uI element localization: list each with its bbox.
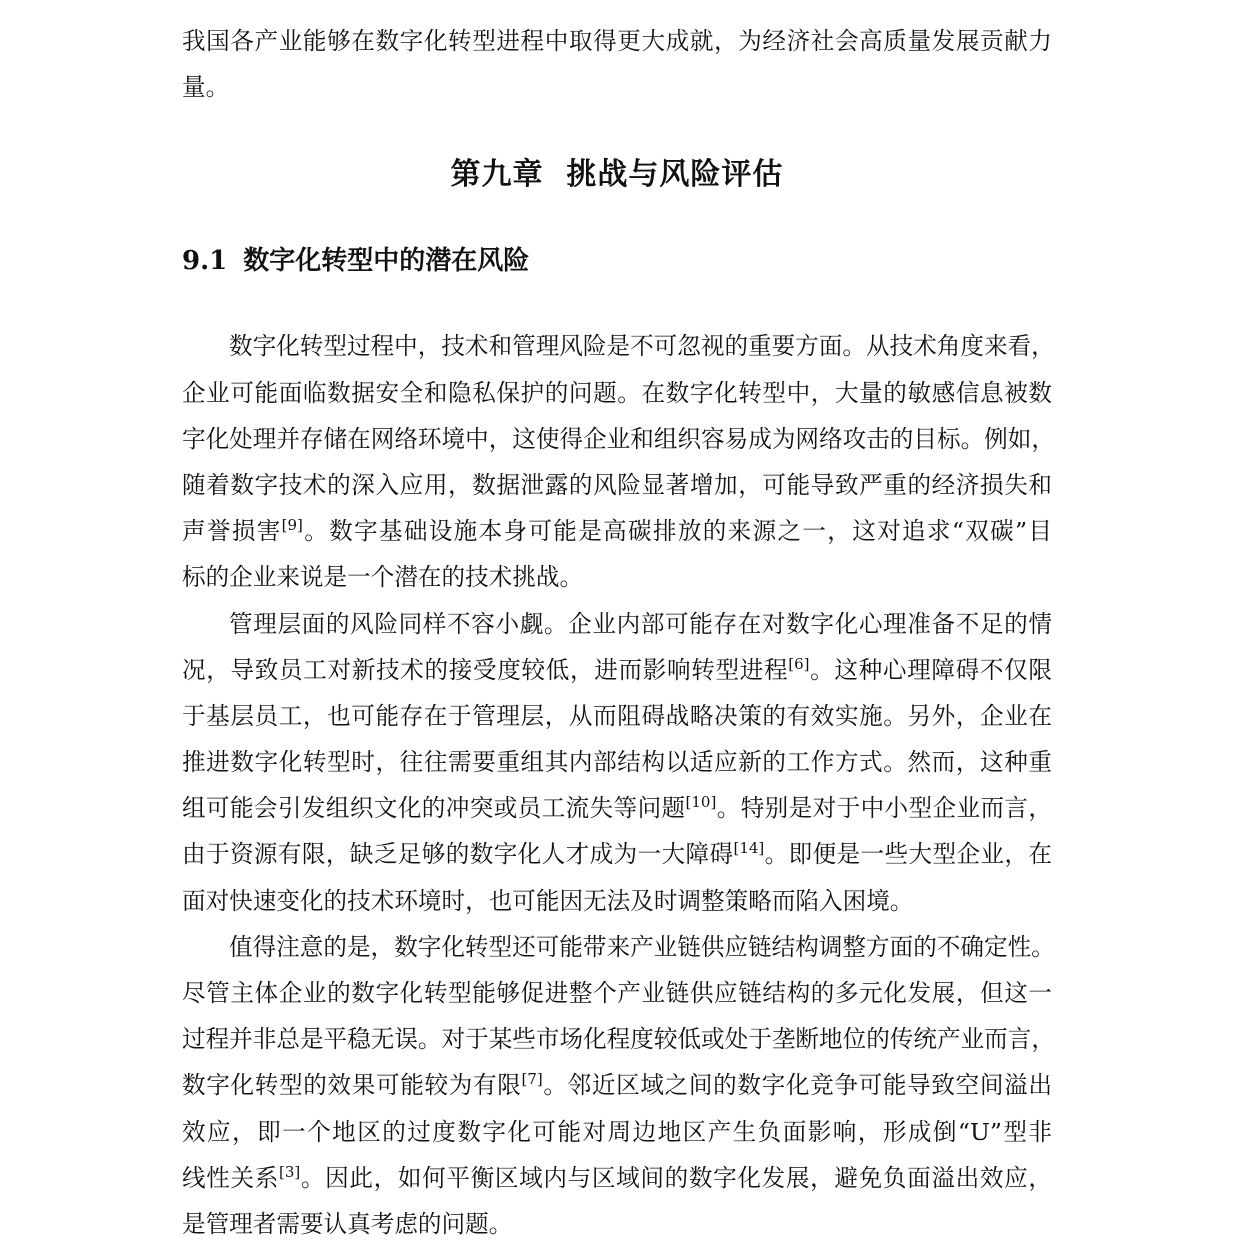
text-line — [182, 831, 1052, 877]
line-text: 由于资源有限，缺乏足够的数字化人才成为一大障碍 — [182, 840, 734, 869]
text-line: 尽管主体企业的数字化转型能够促进整个产业链供应链结构的多元化发展，但这一 — [182, 979, 1052, 1007]
text-line — [182, 785, 1052, 831]
chapter-title — [182, 152, 1052, 198]
text-line: 管理层面的风险同样不容小觑。企业内部可能存在对数字化心理准备不足的情 — [229, 609, 1052, 638]
text-line: 是管理者需要认真考虑的问题。 — [182, 1209, 513, 1238]
line-text: 。这种心理障碍不仅限 — [809, 655, 1052, 684]
section-number: 9.1 — [182, 246, 228, 277]
citation-reference: [7] — [521, 1070, 543, 1089]
text-line: 过程并非总是平稳无误。对于某些市场化程度较低或处于垄断地位的传统产业而言， — [182, 1025, 1055, 1054]
body-text — [182, 323, 1055, 1247]
section-heading — [182, 238, 1052, 284]
text-line: 我国各产业能够在数字化转型进程中取得更大成就，为经济社会高质量发展贡献力 — [182, 27, 1052, 55]
line-text: 。数字基础设施本身可能是高碳排放的来源之一，这对追求“双碳”目 — [302, 517, 1053, 546]
text-line: 面对快速变化的技术环境时，也可能因无法及时调整策略而陷入困境。 — [182, 886, 914, 915]
intro-paragraph — [182, 18, 1052, 110]
text-line: 值得注意的是，数字化转型还可能带来产业链供应链结构调整方面的不确定性。 — [229, 932, 1055, 961]
text-line: 推进数字化转型时，往往需要重组其内部结构以适应新的工作方式。然而，这种重 — [182, 748, 1052, 777]
citation-reference: [3] — [279, 1162, 301, 1181]
text-line: 于基层员工，也可能存在于管理层，从而阻碍战略决策的有效实施。另外，企业在 — [182, 701, 1052, 730]
paragraph — [182, 323, 1055, 600]
text-line — [182, 1155, 1052, 1201]
line-text: 。特别是对于中小型企业而言， — [716, 794, 1053, 823]
citation-reference: [6] — [788, 654, 810, 673]
document-page — [182, 18, 1055, 1247]
line-text: 。即便是一些大型企业，在 — [764, 840, 1053, 869]
line-text: 数字化转型的效果可能较为有限 — [182, 1071, 522, 1100]
text-line: 效应，即一个地区的过度数字化可能对周边地区产生负面影响，形成倒“U”型非 — [182, 1117, 1052, 1146]
citation-reference: [10] — [685, 793, 717, 812]
text-line: 企业可能面临数据安全和隐私保护的问题。在数字化转型中，大量的敏感信息被数 — [182, 378, 1052, 407]
paragraph — [182, 924, 1055, 1247]
line-text: 。因此，如何平衡区域内与区域间的数字化发展，避免负面溢出效应， — [300, 1163, 1052, 1192]
text-line — [182, 508, 1052, 554]
line-text: 组可能会引发组织文化的冲突或员工流失等问题 — [182, 794, 686, 823]
text-line: 量。 — [182, 73, 230, 102]
citation-reference: [14] — [733, 839, 765, 858]
line-text: 线性关系 — [182, 1163, 279, 1192]
text-line — [182, 647, 1052, 693]
text-line: 随着数字技术的深入应用，数据泄露的风险显著增加，可能导致严重的经济损失和 — [182, 470, 1052, 499]
citation-reference: [9] — [281, 516, 303, 535]
section-title-text: 数字化转型中的潜在风险 — [243, 246, 530, 277]
paragraph — [182, 601, 1052, 924]
line-text: 况，导致员工对新技术的接受度较低，进而影响转型进程 — [182, 655, 789, 684]
text-line: 字化处理并存储在网络环境中，这使得企业和组织容易成为网络攻击的目标。例如， — [182, 424, 1055, 453]
text-line: 数字化转型过程中，技术和管理风险是不可忽视的重要方面。从技术角度来看， — [229, 332, 1055, 361]
chapter-title-text: 第九章 挑战与风险评估 — [450, 157, 784, 193]
line-text: 。邻近区域之间的数字化竞争可能导致空间溢出 — [542, 1071, 1052, 1100]
text-line — [182, 1062, 1052, 1108]
line-text: 声誉损害 — [182, 517, 282, 546]
text-line: 标的企业来说是一个潜在的技术挑战。 — [182, 563, 584, 592]
